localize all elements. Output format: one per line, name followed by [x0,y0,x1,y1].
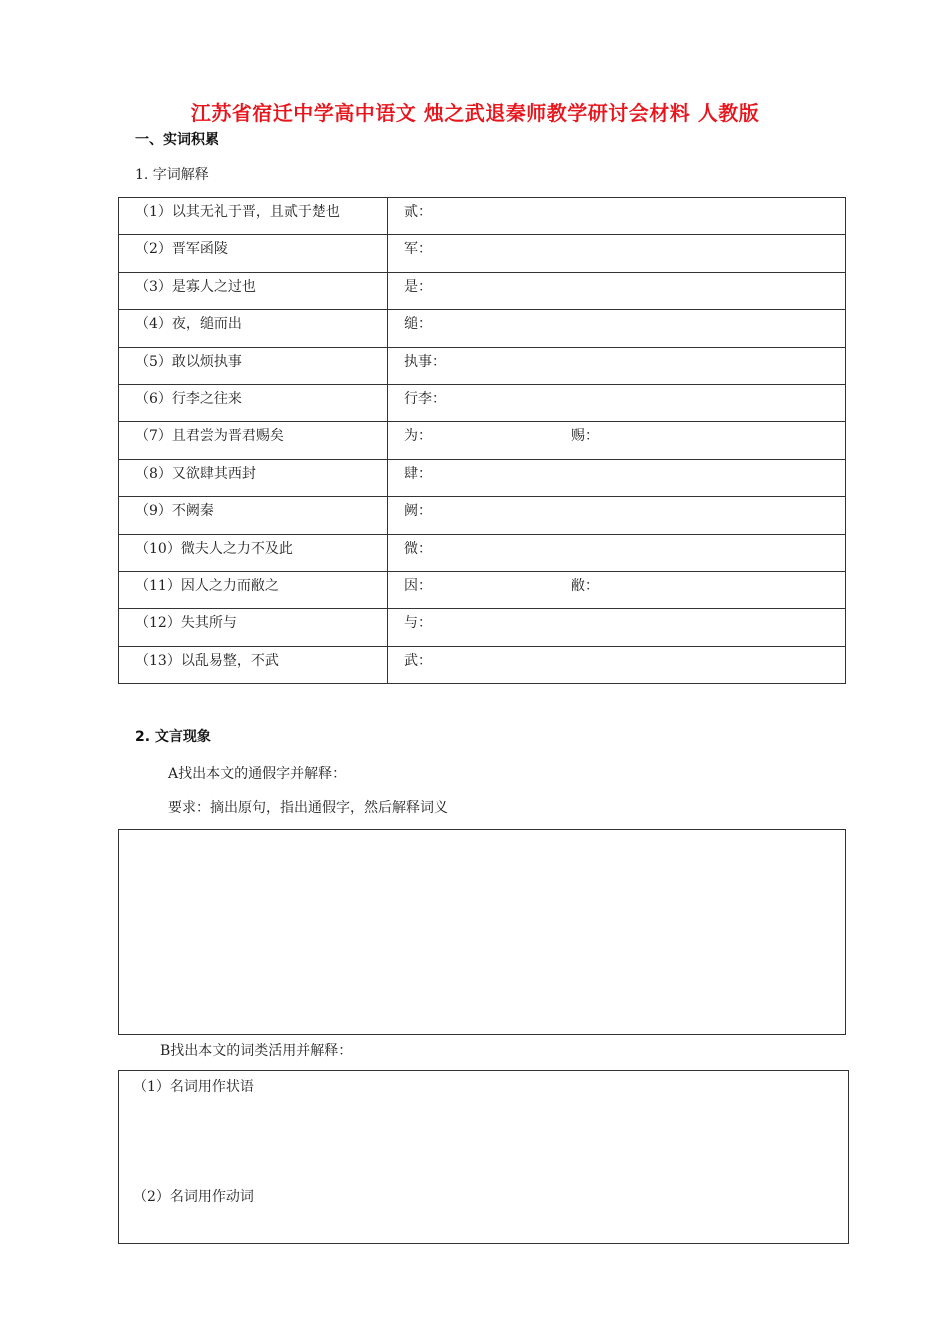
table-row [119,459,846,496]
answer-cell[interactable] [388,534,846,571]
table-row [119,571,846,608]
part-b-answer-box[interactable] [118,1070,849,1244]
answer-cell[interactable] [388,347,846,384]
part-a-requirement: 要求：摘出原句，指出通假字，然后解释词义 [168,800,448,816]
answer-cell[interactable] [388,198,846,235]
answer-cell[interactable] [388,609,846,646]
section-heading-vocabulary: 一、实词积累 [135,132,219,148]
answer-cell[interactable] [388,571,846,608]
section-heading-classical-phenomena: 2. 文言现象 [135,729,211,745]
answer-cell[interactable] [388,497,846,534]
sentence-cell: （6）行李之往来 [119,384,388,421]
answer-cell[interactable] [388,235,846,272]
table-row [119,347,846,384]
sentence-cell: （5）敢以烦执事 [119,347,388,384]
answer-prompt: 敝： [571,577,599,594]
answer-prompt: 武： [404,652,432,669]
sentence-cell: （10）微夫人之力不及此 [119,534,388,571]
sentence-cell: （13）以乱易整，不武 [119,646,388,683]
answer-prompt: 肆： [404,465,432,482]
table-row [119,384,846,421]
answer-cell[interactable] [388,646,846,683]
table-row [119,272,846,309]
table-row [119,235,846,272]
vocabulary-table [118,197,846,684]
answer-cell[interactable] [388,310,846,347]
part-b-item-adverbial: （1）名词用作状语 [133,1079,254,1095]
answer-prompt: 赐： [571,428,599,445]
answer-prompt: 执事： [404,353,446,370]
sentence-cell: （12）失其所与 [119,609,388,646]
answer-prompt: 微： [404,540,432,557]
table-row [119,310,846,347]
page-title: 江苏省宿迁中学高中语文 烛之武退秦师教学研讨会材料 人教版 [190,101,760,125]
answer-prompt: 阙： [404,503,432,520]
answer-prompt: 因： [404,577,432,594]
table-row [119,534,846,571]
answer-prompt: 为： [404,428,432,445]
answer-cell[interactable] [388,459,846,496]
sentence-cell: （8）又欲肆其西封 [119,459,388,496]
table-row [119,422,846,459]
sentence-cell: （7）且君尝为晋君赐矣 [119,422,388,459]
part-a-answer-box[interactable] [118,829,846,1035]
part-b-instruction: B找出本文的词类活用并解释： [160,1043,353,1059]
sentence-cell: （4）夜，缒而出 [119,310,388,347]
answer-prompt: 军： [404,241,432,258]
table-row [119,497,846,534]
subheading-word-explanation: 1. 字词解释 [135,167,209,183]
table-row [119,609,846,646]
part-a-instruction: A找出本文的通假字并解释： [168,766,347,782]
answer-prompt: 缒： [404,316,432,333]
sentence-cell: （3）是寡人之过也 [119,272,388,309]
answer-cell[interactable] [388,422,846,459]
sentence-cell: （9）不阙秦 [119,497,388,534]
part-b-item-verb: （2）名词用作动词 [133,1189,254,1205]
answer-cell[interactable] [388,272,846,309]
sentence-cell: （1）以其无礼于晋，且贰于楚也 [119,198,388,235]
answer-prompt: 与： [404,615,432,632]
sentence-cell: （2）晋军函陵 [119,235,388,272]
answer-prompt: 贰： [404,204,432,220]
sentence-cell: （11）因人之力而敝之 [119,571,388,608]
answer-prompt: 是： [404,278,432,295]
answer-cell[interactable] [388,384,846,421]
table-row [119,646,846,683]
table-row [119,198,846,235]
answer-prompt: 行李： [404,390,446,407]
